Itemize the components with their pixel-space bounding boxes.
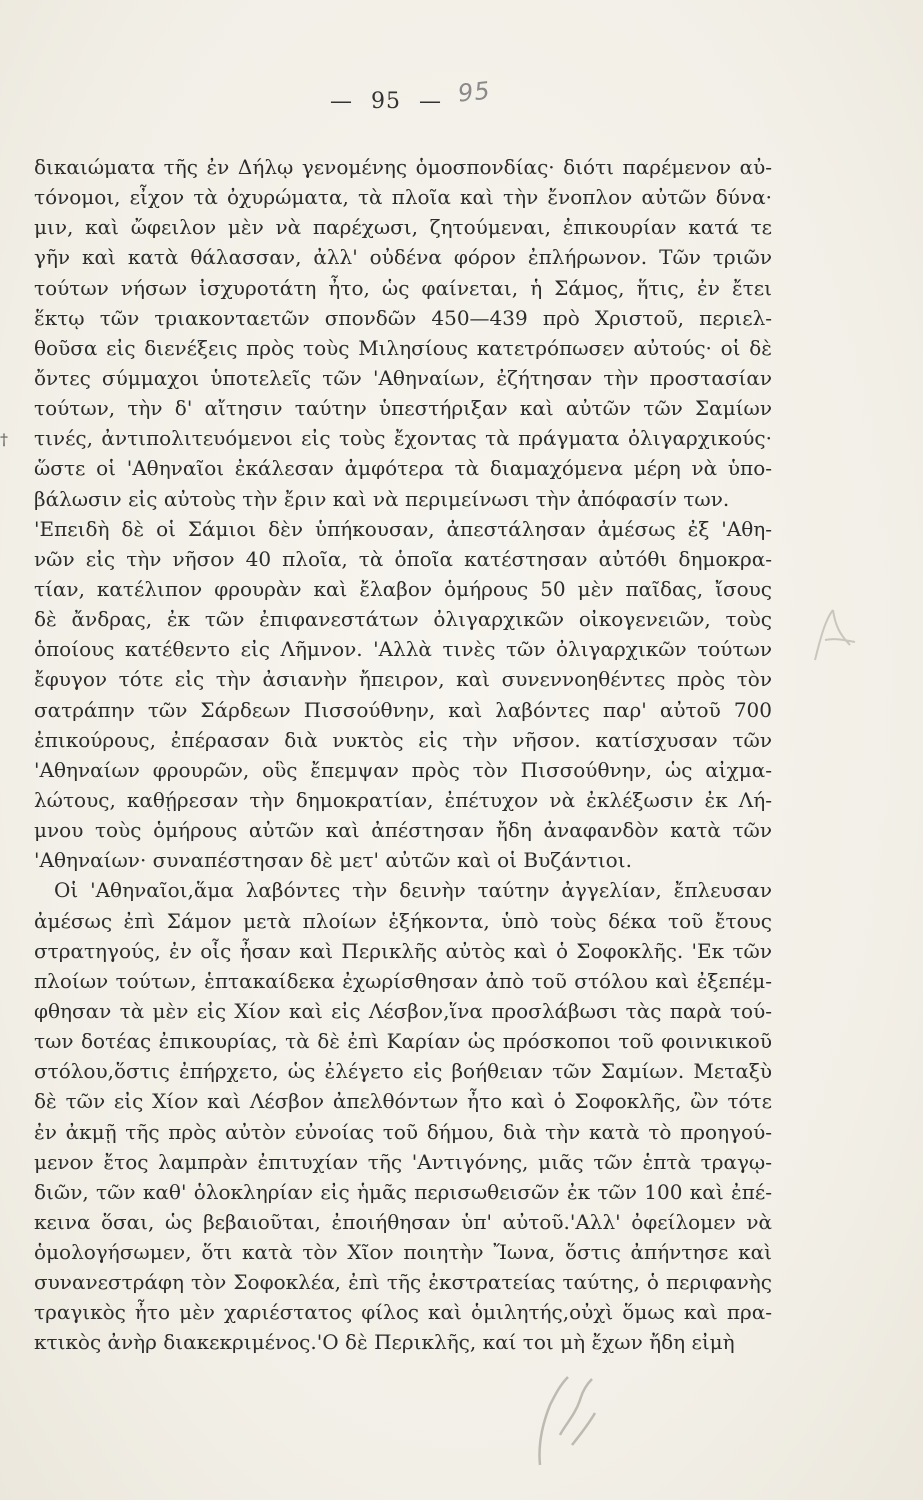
text-line: μιν, καὶ ὤφειλον μὲν νὰ παρέχωσι, ζητούμεναι, ἐπικουρίαν κατά τε <box>34 215 772 240</box>
text-line: ἐν ἀκμῇ τῆς πρὸς αὐτὸν εὐνοίας τοῦ δήμου, διὰ τὴν κατὰ τὸ προηγού- <box>34 1119 772 1144</box>
text-line: 'Επειδὴ δὲ οἱ Σάμιοι δὲν ὑπήκουσαν, ἀπεστάλησαν ἀμέσως ἐξ 'Αθη- <box>34 516 772 541</box>
text-line: πλοίων τούτων, ἑπτακαίδεκα ἐχωρίσθησαν ἀπὸ τοῦ στόλου καὶ ἐξεπέμ- <box>34 968 772 993</box>
text-line: τούτων νήσων ἰσχυροτάτη ἦτο, ὡς φαίνεται, ἡ Σάμος, ἥτις, ἐν ἔτει <box>34 275 772 300</box>
text-line: σατράπην τῶν Σάρδεων Πισσούθνην, καὶ λαβόντες παρ' αὐτοῦ 700 <box>34 697 772 722</box>
text-line: συνανεστράφη τὸν Σοφοκλέα, ἐπὶ τῆς ἐκστρατείας ταύτης, ὁ περιφανὴς <box>34 1270 772 1295</box>
text-line: τραγικὸς ἦτο μὲν χαριέστατος φίλος καὶ ὁμιλητής,οὐχὶ ὅμως καὶ πρα- <box>34 1300 772 1325</box>
text-line: των δοτέας ἐπικουρίας, τὰ δὲ ἐπὶ Καρίαν ὡς πρόσκοποι τοῦ φοινικικοῦ <box>34 1029 772 1054</box>
text-line: στόλου,ὅστις ἐπήρχετο, ὡς ἐλέγετο εἰς βοήθειαν τῶν Σαμίων. Μεταξὺ <box>34 1059 772 1084</box>
text-line: μενον ἔτος λαμπρὰν ἐπιτυχίαν τῆς 'Αντιγόνης, μιᾶς τῶν ἑπτὰ τραγῳ- <box>34 1149 772 1174</box>
text-line: διῶν, τῶν καθ' ὁλοκληρίαν εἰς ἡμᾶς περισωθεισῶν ἐκ τῶν 100 καὶ ἐπέ- <box>34 1179 772 1204</box>
margin-mark: † <box>0 430 8 449</box>
header-dash-right: — <box>419 88 442 114</box>
text-line: μνου τοὺς ὁμήρους αὐτῶν καὶ ἀπέστησαν ἤδη ἀναφανδὸν κατὰ τῶν <box>34 818 772 843</box>
text-line: νῶν εἰς τὴν νῆσον 40 πλοῖα, τὰ ὁποῖα κατέστησαν αὐτόθι δημοκρα- <box>34 546 772 571</box>
text-line: ἔφυγον τότε εἰς τὴν ἀσιανὴν ἤπειρον, καὶ συνεννοηθέντες πρὸς τὸν <box>34 667 772 692</box>
text-line: τούτων, τὴν δ' αἴτησιν ταύτην ὑπεστήριξαν καὶ αὐτῶν τῶν Σαμίων <box>34 396 772 421</box>
text-line: κεινα ὅσαι, ὡς βεβαιοῦται, ἐποιήθησαν ὑπ' αὐτοῦ.'Αλλ' ὀφείλομεν νὰ <box>34 1209 772 1234</box>
text-line: ὄντες σύμμαχοι ὑποτελεῖς τῶν 'Αθηναίων, ἐζήτησαν τὴν προστασίαν <box>34 365 772 390</box>
text-line: λώτους, καθῄρεσαν τὴν δημοκρατίαν, ἐπέτυχον νὰ ἐκλέξωσιν ἐκ Λή- <box>34 787 772 812</box>
text-line: 'Αθηναίων· συναπέστησαν δὲ μετ' αὐτῶν καὶ οἱ Βυζάντιοι. <box>34 848 632 873</box>
text-line: ὁποίους κατέθεντο εἰς Λῆμνον. 'Αλλὰ τινὲς τῶν ὀλιγαρχικῶν τούτων <box>34 637 772 662</box>
body-text <box>34 152 772 1358</box>
text-line: δὲ τῶν εἰς Χίον καὶ Λέσβον ἀπελθόντων ἦτο καὶ ὁ Σοφοκλῆς, ὢν τότε <box>34 1089 772 1114</box>
pencil-signature-icon <box>520 1365 620 1475</box>
text-line: βάλωσιν εἰς αὐτοὺς τὴν ἔριν καὶ νὰ περιμείνωσι τὴν ἀπόφασίν των. <box>34 486 730 511</box>
pencil-page-number: 95 <box>456 76 492 108</box>
text-line: δικαιώματα τῆς ἐν Δήλῳ γενομένης ὁμοσπονδίας· διότι παρέμενον αὐ- <box>34 155 772 179</box>
text-line: ἐπικούρους, ἐπέρασαν διὰ νυκτὸς εἰς τὴν νῆσον. κατίσχυσαν τῶν <box>34 727 772 752</box>
pencil-scribble-icon <box>805 600 865 670</box>
text-line: ἕκτῳ τῶν τριακονταετῶν σπονδῶν 450—439 πρὸ Χριστοῦ, περιελ- <box>34 305 772 330</box>
text-line: φθησαν τὰ μὲν εἰς Χίον καὶ εἰς Λέσβον,ἵνα προσλάβωσι τὰς παρὰ τού- <box>34 998 772 1023</box>
text-line: θοῦσα εἰς διενέξεις πρὸς τοὺς Μιλησίους κατετρόπωσεν αὐτούς· οἱ δὲ <box>34 335 772 360</box>
text-line: 'Αθηναίων φρουρῶν, οὓς ἔπεμψαν πρὸς τὸν Πισσούθνην, ὡς αἰχμα- <box>34 757 772 782</box>
text-line: ἀμέσως ἐπὶ Σάμον μετὰ πλοίων ἑξήκοντα, ὑπὸ τοὺς δέκα τοῦ ἔτους <box>34 908 772 933</box>
text-line: γῆν καὶ κατὰ θάλασσαν, ἀλλ' οὐδένα φόρον ἐπλήρωνον. Τῶν τριῶν <box>34 245 772 270</box>
text-line: δὲ ἄνδρας, ἐκ τῶν ἐπιφανεστάτων ὀλιγαρχικῶν οἰκογενειῶν, τοὺς <box>34 607 772 632</box>
text-line: τόνομοι, εἶχον τὰ ὀχυρώματα, τὰ πλοῖα καὶ τὴν ἔνοπλον αὐτῶν δύνα· <box>34 185 772 210</box>
header-dash-left: — <box>330 88 353 114</box>
text-line: Οἱ 'Αθηναῖοι,ἅμα λαβόντες τὴν δεινὴν ταύτην ἀγγελίαν, ἔπλευσαν <box>54 878 772 903</box>
text-line: ὁμολογήσωμεν, ὅτι κατὰ τὸν Χῖον ποιητὴν Ἴωνα, ὅστις ἀπήντησε καὶ <box>34 1240 772 1265</box>
text-line: ὥστε οἱ 'Αθηναῖοι ἐκάλεσαν ἀμφότερα τὰ διαμαχόμενα μέρη νὰ ὑπο- <box>34 456 772 481</box>
page-number: 95 <box>371 88 401 114</box>
text-line: τινές, ἀντιπολιτευόμενοι εἰς τοὺς ἔχοντας τὰ πράγματα ὀλιγαρχικούς· <box>34 426 772 451</box>
page-header <box>330 76 530 122</box>
text-line: τίαν, κατέλιπον φρουρὰν καὶ ἔλαβον ὁμήρους 50 μὲν παῖδας, ἴσους <box>34 576 772 601</box>
text-line: στρατηγούς, ἐν οἷς ἦσαν καὶ Περικλῆς αὐτὸς καὶ ὁ Σοφοκλῆς. 'Εκ τῶν <box>34 938 772 963</box>
text-line: κτικὸς ἀνὴρ διακεκριμένος.'Ο δὲ Περικλῆς, καί τοι μὴ ἔχων ἤδη εἰμὴ <box>34 1330 735 1355</box>
